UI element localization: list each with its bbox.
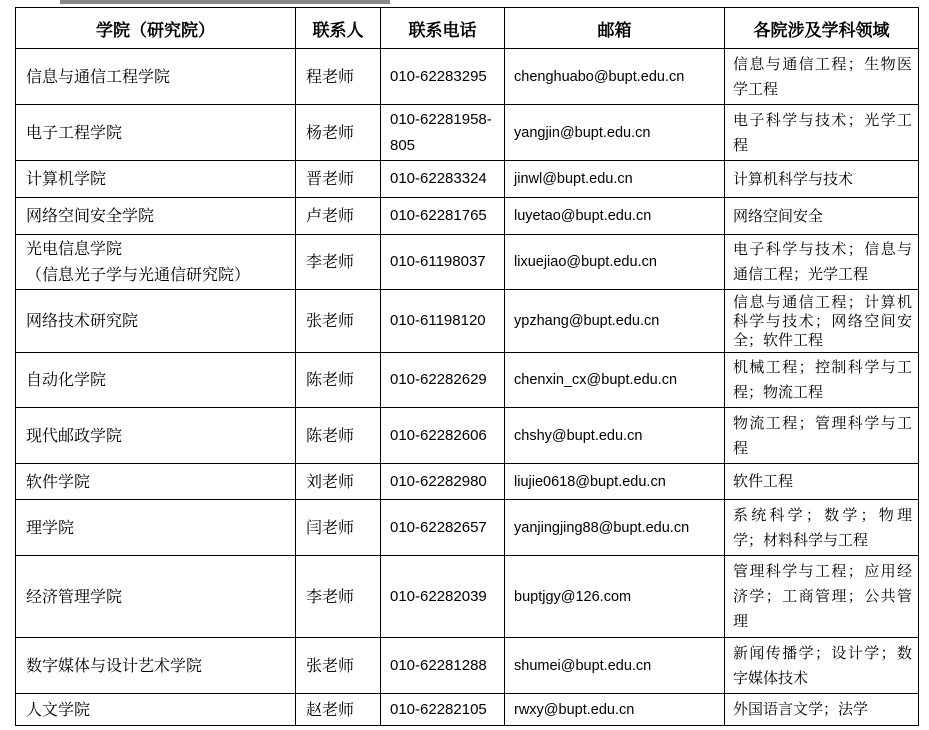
contact-person: 赵老师	[296, 694, 381, 726]
college-name: 数字媒体与设计艺术学院	[16, 638, 296, 694]
contact-table	[15, 7, 919, 726]
contact-person: 闫老师	[296, 500, 381, 556]
college-name-sub: （信息光子学与光通信研究院）	[26, 265, 251, 284]
header-phone: 联系电话	[381, 8, 505, 49]
contact-person: 晋老师	[296, 161, 381, 198]
contact-phone: 010-62283295	[381, 49, 505, 105]
contact-email[interactable]: buptjgy@126.com	[505, 556, 725, 638]
contact-phone: 010-62283324	[381, 161, 505, 198]
contact-person: 陈老师	[296, 408, 381, 464]
college-name: 电子工程学院	[16, 105, 296, 161]
header-fields: 各院涉及学科领域	[725, 8, 919, 49]
contact-email[interactable]: yanjingjing88@bupt.edu.cn	[505, 500, 725, 556]
college-name: 信息与通信工程学院	[16, 49, 296, 105]
contact-phone: 010-62282657	[381, 500, 505, 556]
contact-phone: 010-62282629	[381, 353, 505, 408]
subject-fields: 物流工程；管理科学与工程	[725, 408, 919, 464]
table-row	[16, 290, 919, 353]
cropped-text-strip	[60, 0, 390, 4]
contact-phone: 010-62281765	[381, 198, 505, 235]
college-name: 自动化学院	[16, 353, 296, 408]
college-name: 软件学院	[16, 464, 296, 500]
college-name: 计算机学院	[16, 161, 296, 198]
contact-person: 程老师	[296, 49, 381, 105]
table-row	[16, 500, 919, 556]
header-email: 邮箱	[505, 8, 725, 49]
contact-person: 张老师	[296, 638, 381, 694]
subject-fields: 系统科学；数学；物理学；材料科学与工程	[725, 500, 919, 556]
contact-email[interactable]: jinwl@bupt.edu.cn	[505, 161, 725, 198]
college-name: 人文学院	[16, 694, 296, 726]
header-college: 学院（研究院）	[16, 8, 296, 49]
contact-email[interactable]: liujie0618@bupt.edu.cn	[505, 464, 725, 500]
table-row	[16, 105, 919, 161]
college-name: 现代邮政学院	[16, 408, 296, 464]
contact-phone: 010-62282039	[381, 556, 505, 638]
contact-email[interactable]: luyetao@bupt.edu.cn	[505, 198, 725, 235]
subject-fields: 网络空间安全	[725, 198, 919, 235]
table-row	[16, 198, 919, 235]
contact-phone: 010-62282606	[381, 408, 505, 464]
table-row	[16, 464, 919, 500]
college-name	[16, 235, 296, 290]
contact-person: 杨老师	[296, 105, 381, 161]
subject-fields: 计算机科学与技术	[725, 161, 919, 198]
contact-phone: 010-62281958-805	[381, 105, 505, 161]
contact-email[interactable]: lixuejiao@bupt.edu.cn	[505, 235, 725, 290]
subject-fields: 电子科学与技术；光学工程	[725, 105, 919, 161]
contact-email[interactable]: ypzhang@bupt.edu.cn	[505, 290, 725, 353]
contact-email[interactable]: chshy@bupt.edu.cn	[505, 408, 725, 464]
college-name: 理学院	[16, 500, 296, 556]
contact-person: 陈老师	[296, 353, 381, 408]
table-row	[16, 49, 919, 105]
table-header-row	[16, 8, 919, 49]
contact-email[interactable]: rwxy@bupt.edu.cn	[505, 694, 725, 726]
contact-email[interactable]: chenghuabo@bupt.edu.cn	[505, 49, 725, 105]
college-name: 经济管理学院	[16, 556, 296, 638]
contact-person: 刘老师	[296, 464, 381, 500]
contact-phone: 010-62281288	[381, 638, 505, 694]
subject-fields: 电子科学与技术；信息与通信工程；光学工程	[725, 235, 919, 290]
table-row	[16, 556, 919, 638]
subject-fields: 管理科学与工程；应用经济学；工商管理；公共管理	[725, 556, 919, 638]
table-row	[16, 161, 919, 198]
contact-phone: 010-61198037	[381, 235, 505, 290]
table-row	[16, 694, 919, 726]
subject-fields: 外国语言文学；法学	[725, 694, 919, 726]
college-name: 网络空间安全学院	[16, 198, 296, 235]
contact-person: 卢老师	[296, 198, 381, 235]
contact-email[interactable]: shumei@bupt.edu.cn	[505, 638, 725, 694]
contact-person: 李老师	[296, 556, 381, 638]
contact-email[interactable]: yangjin@bupt.edu.cn	[505, 105, 725, 161]
contact-phone: 010-62282980	[381, 464, 505, 500]
subject-fields: 信息与通信工程；生物医学工程	[725, 49, 919, 105]
header-contact: 联系人	[296, 8, 381, 49]
contact-email[interactable]: chenxin_cx@bupt.edu.cn	[505, 353, 725, 408]
contact-phone: 010-62282105	[381, 694, 505, 726]
college-name: 网络技术研究院	[16, 290, 296, 353]
table-row	[16, 235, 919, 290]
contact-person: 李老师	[296, 235, 381, 290]
subject-fields: 机械工程；控制科学与工程；物流工程	[725, 353, 919, 408]
table-row	[16, 638, 919, 694]
college-name-main: 光电信息学院	[26, 239, 123, 258]
contact-person: 张老师	[296, 290, 381, 353]
contact-phone: 010-61198120	[381, 290, 505, 353]
subject-fields: 新闻传播学；设计学；数字媒体技术	[725, 638, 919, 694]
subject-fields: 软件工程	[725, 464, 919, 500]
subject-fields: 信息与通信工程；计算机科学与技术；网络空间安全；软件工程	[725, 290, 919, 353]
table-row	[16, 353, 919, 408]
table-row	[16, 408, 919, 464]
